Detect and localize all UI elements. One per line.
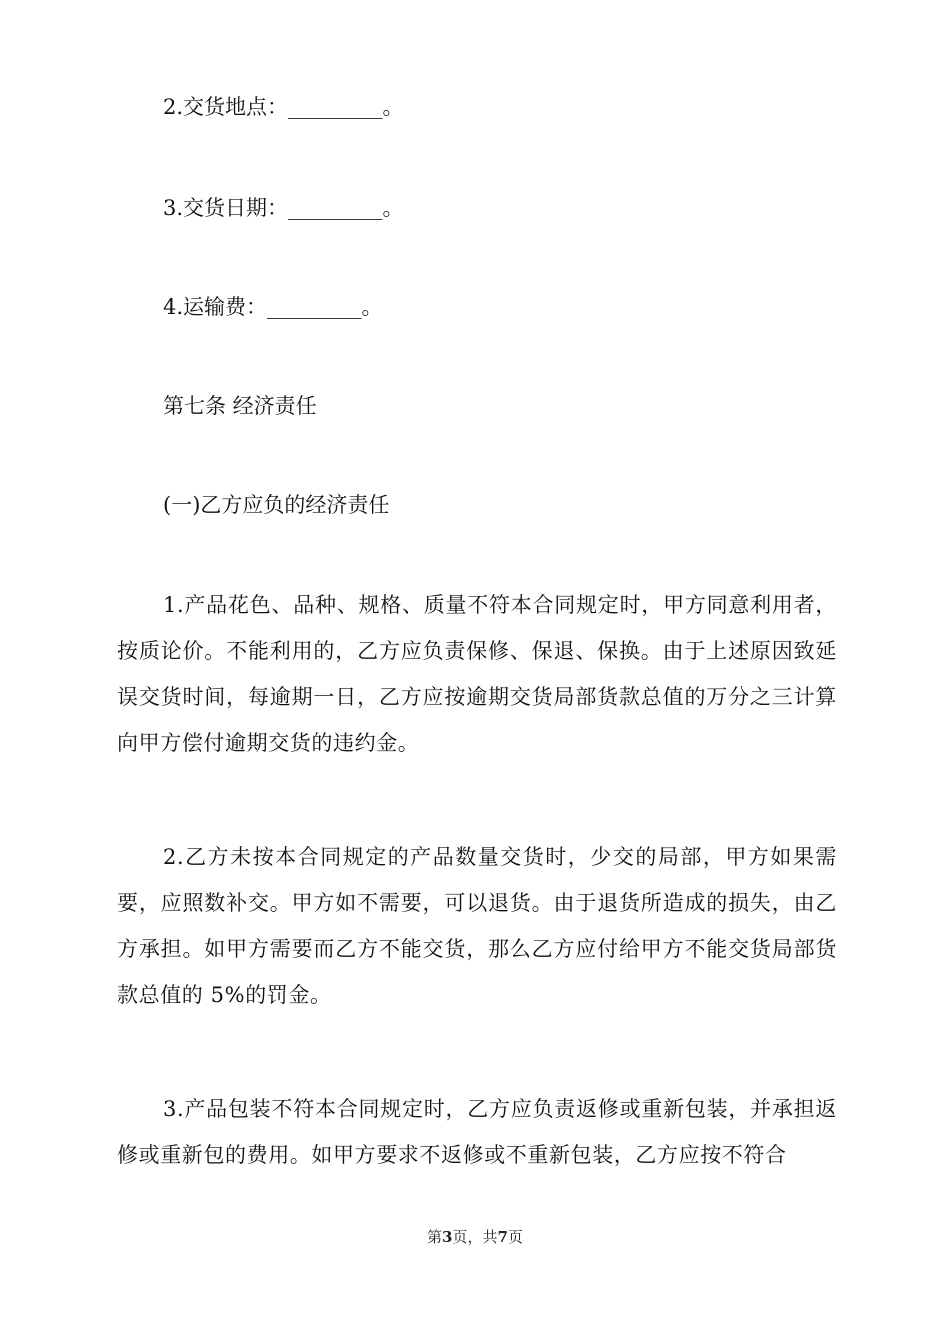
article-heading: 第七条 经济责任 [163,394,317,418]
delivery-place-line: 2.交货地点：_________。 [163,95,404,119]
clause-paragraph-2: 2.乙方未按本合同规定的产品数量交货时，少交的局部，甲方如果需要，应照数补交。甲方如不需要，可以退货。由于退货所造成的损失，由乙方承担。如甲方需要而乙方不能交货，那么乙方应付给甲方不能交货局部货款总值的 5%的罚金。 [117,845,837,1007]
footer-middle: 页，共 [452,1228,498,1246]
footer-suffix: 页 [507,1228,523,1246]
footer-total-pages: 7 [497,1228,508,1246]
clause-paragraph-1: 1.产品花色、品种、规格、质量不符本合同规定时，甲方同意利用者，按质论价。不能利用的，乙方应负责保修、保退、保换。由于上述原因致延误交货时间，每逾期一日，乙方应按逾期交货局部货款总值的万分之三计算向甲方偿付逾期交货的违约金。 [117,593,837,755]
delivery-date-line: 3.交货日期：_________。 [163,196,404,220]
clause-paragraph-3: 3.产品包装不符本合同规定时，乙方应负责返修或重新包装，并承担返修或重新包的费用。如甲方要求不返修或不重新包装，乙方应按不符合 [117,1097,837,1167]
footer-prefix: 第 [427,1228,443,1246]
footer-current-page: 3 [442,1228,453,1246]
page-footer [0,1227,950,1247]
section-heading: (一)乙方应负的经济责任 [163,493,390,517]
freight-line: 4.运输费：_________。 [163,295,383,319]
